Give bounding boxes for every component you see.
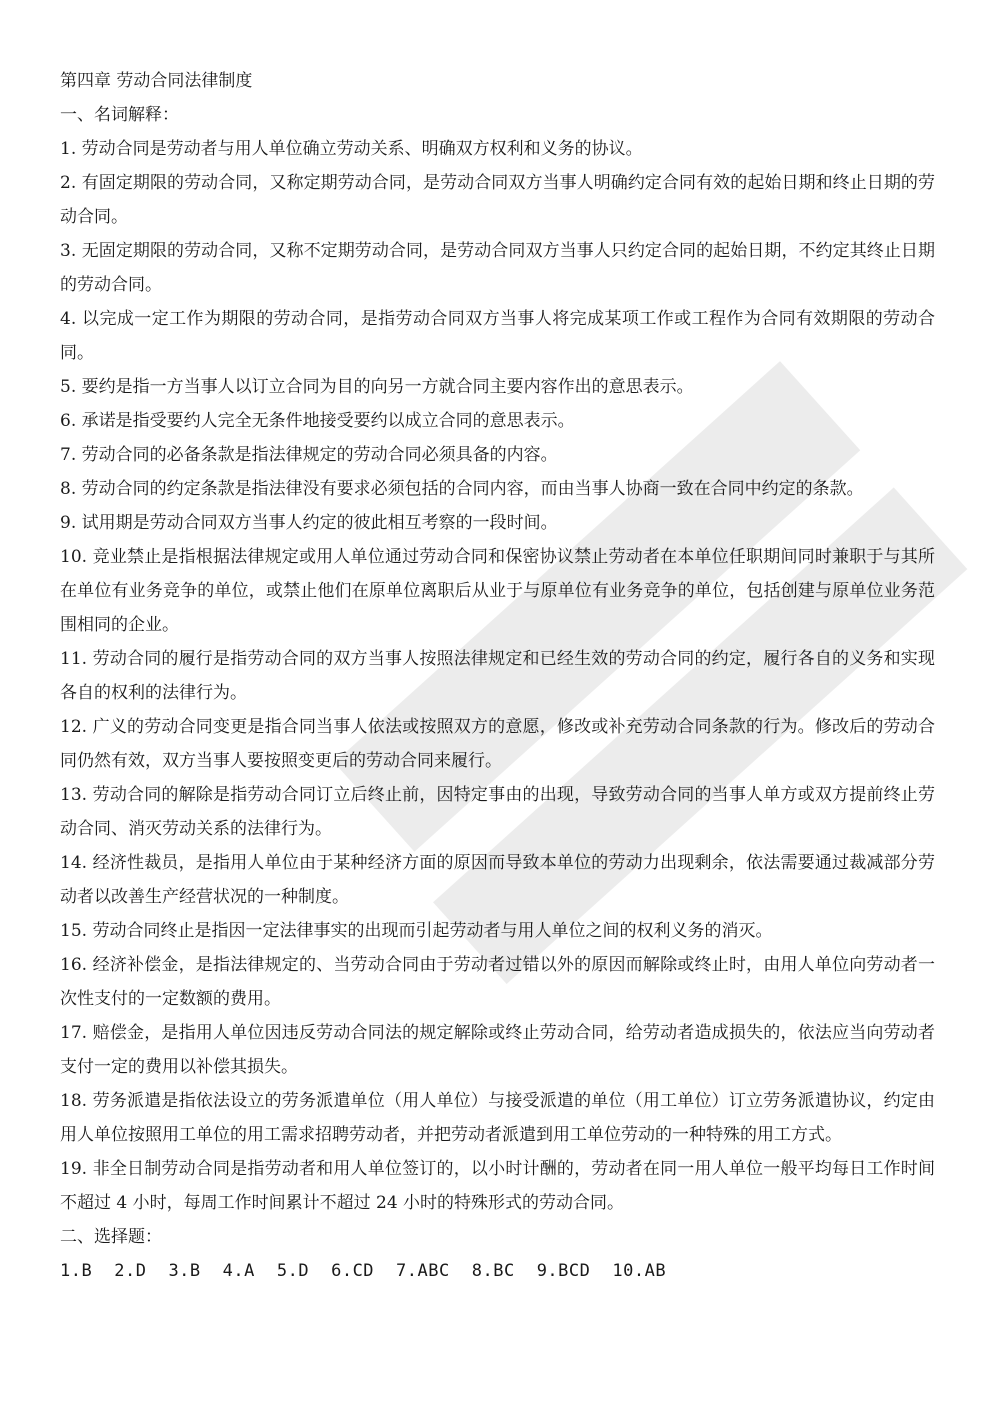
definition-item: 19. 非全日制劳动合同是指劳动者和用人单位签订的，以小时计酬的，劳动者在同一用人单位一般平均每日工作时间不超过 4 小时，每周工作时间累计不超过 24 小时的特殊形式的劳动合同。 xyxy=(60,1159,935,1213)
definition-item: 17. 赔偿金，是指用人单位因违反劳动合同法的规定解除或终止劳动合同，给劳动者造成损失的，依法应当向劳动者支付一定的费用以补偿其损失。 xyxy=(60,1023,935,1077)
answer-item: 7.ABC xyxy=(396,1261,450,1281)
answer-item: 2.D xyxy=(114,1261,147,1281)
definition-item: 12. 广义的劳动合同变更是指合同当事人依法或按照双方的意愿，修改或补充劳动合同条款的行为。修改后的劳动合同仍然有效，双方当事人要按照变更后的劳动合同来履行。 xyxy=(60,717,935,771)
definition-item: 8. 劳动合同的约定条款是指法律没有要求必须包括的合同内容，而由当事人协商一致在合同中约定的条款。 xyxy=(60,479,864,499)
answer-item: 5.D xyxy=(276,1261,310,1281)
answer-item: 3.B xyxy=(168,1261,201,1281)
definition-item: 4. 以完成一定工作为期限的劳动合同，是指劳动合同双方当事人将完成某项工作或工程作为合同有效期限的劳动合同。 xyxy=(60,309,935,363)
section-title-definitions: 一、名词解释： xyxy=(60,105,179,125)
definitions-list xyxy=(60,132,935,1220)
definition-item: 5. 要约是指一方当事人以订立合同为目的向另一方就合同主要内容作出的意思表示。 xyxy=(60,377,694,397)
document-page xyxy=(60,64,935,1288)
definition-item: 13. 劳动合同的解除是指劳动合同订立后终止前，因特定事由的出现，导致劳动合同的当事人单方或双方提前终止劳动合同、消灭劳动关系的法律行为。 xyxy=(60,785,935,839)
answer-item: 4.A xyxy=(222,1261,255,1281)
answer-item: 1.B xyxy=(60,1261,93,1281)
definition-item: 1. 劳动合同是劳动者与用人单位确立劳动关系、明确双方权利和义务的协议。 xyxy=(60,139,643,159)
definition-item: 18. 劳务派遣是指依法设立的劳务派遣单位（用人单位）与接受派遣的单位（用工单位）订立劳务派遣协议，约定由用人单位按照用工单位的用工需求招聘劳动者，并把劳动者派遣到用工单位劳动的一种特殊的用工方式。 xyxy=(60,1091,935,1145)
definition-item: 14. 经济性裁员，是指用人单位由于某种经济方面的原因而导致本单位的劳动力出现剩余，依法需要通过裁减部分劳动者以改善生产经营状况的一种制度。 xyxy=(60,853,935,907)
definition-item: 15. 劳动合同终止是指因一定法律事实的出现而引起劳动者与用人单位之间的权利义务的消灭。 xyxy=(60,921,773,941)
definition-item: 16. 经济补偿金，是指法律规定的、当劳动合同由于劳动者过错以外的原因而解除或终止时，由用人单位向劳动者一次性支付的一定数额的费用。 xyxy=(60,955,935,1009)
section-title-choices: 二、选择题： xyxy=(60,1227,162,1247)
answer-item: 9.BCD xyxy=(536,1261,591,1281)
answer-item: 8.BC xyxy=(471,1261,515,1281)
definition-item: 11. 劳动合同的履行是指劳动合同的双方当事人按照法律规定和已经生效的劳动合同的约定，履行各自的义务和实现各自的权利的法律行为。 xyxy=(60,649,935,703)
chapter-title: 第四章 劳动合同法律制度 xyxy=(60,71,253,91)
definition-item: 7. 劳动合同的必备条款是指法律规定的劳动合同必须具备的内容。 xyxy=(60,445,558,465)
definition-item: 3. 无固定期限的劳动合同，又称不定期劳动合同，是劳动合同双方当事人只约定合同的起始日期，不约定其终止日期的劳动合同。 xyxy=(60,241,935,295)
definition-item: 6. 承诺是指受要约人完全无条件地接受要约以成立合同的意思表示。 xyxy=(60,411,575,431)
answer-item: 10.AB xyxy=(612,1261,667,1281)
answer-item: 6.CD xyxy=(331,1261,375,1281)
answer-list xyxy=(60,1254,935,1288)
definition-item: 10. 竞业禁止是指根据法律规定或用人单位通过劳动合同和保密协议禁止劳动者在本单位任职期间同时兼职于与其所在单位有业务竞争的单位，或禁止他们在原单位离职后从业于与原单位有业务竞争的单位，包括创建与原单位业务范围相同的企业。 xyxy=(60,547,935,635)
definition-item: 2. 有固定期限的劳动合同，又称定期劳动合同，是劳动合同双方当事人明确约定合同有效的起始日期和终止日期的劳动合同。 xyxy=(60,173,935,227)
definition-item: 9. 试用期是劳动合同双方当事人约定的彼此相互考察的一段时间。 xyxy=(60,513,558,533)
